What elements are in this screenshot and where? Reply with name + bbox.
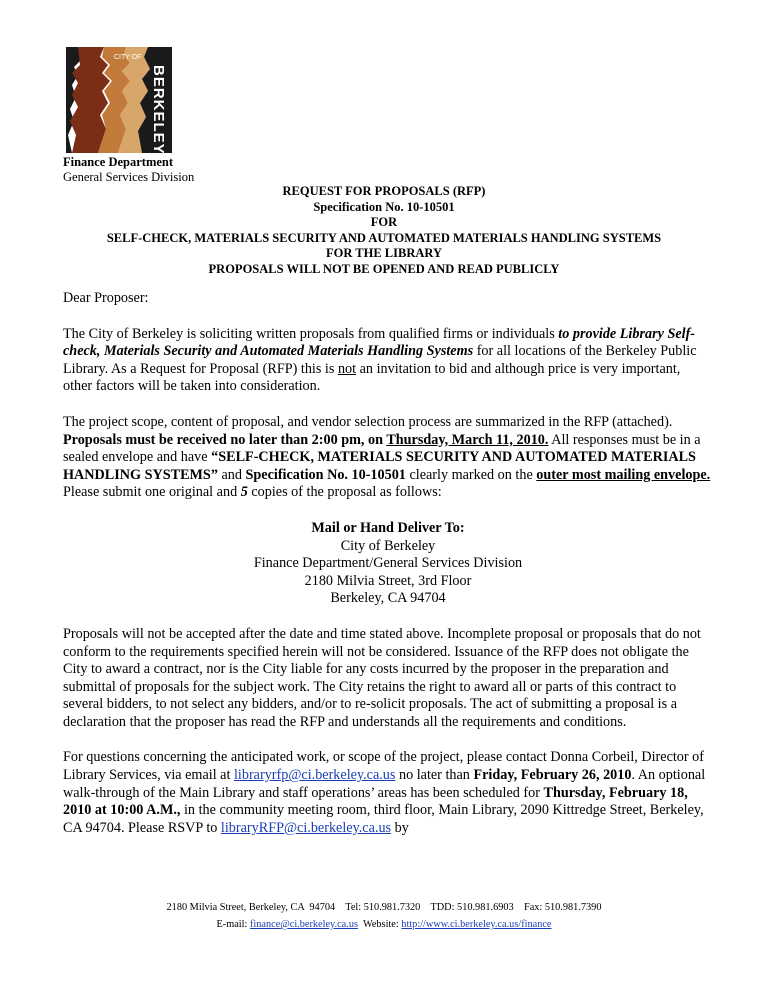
email-link-rsvp[interactable]: libraryRFP@ci.berkeley.ca.us bbox=[220, 819, 392, 836]
mail-line-4: Berkeley, CA 94704 bbox=[330, 590, 446, 607]
title-line-4: SELF-CHECK, MATERIALS SECURITY AND AUTOMATED MATERIALS HANDLING SYSTEMS bbox=[106, 230, 662, 245]
email-link-libraryrfp[interactable]: libraryrfp@ci.berkeley.ca.us bbox=[233, 767, 396, 784]
paragraph-intro: The City of Berkeley is soliciting written proposals from qualified firms or individuals to provide Library Self-check, Materials Security and Automated Materials Handling Systems for all locations of the Berkeley Public Library. As a Request for Proposal (RFP) this is not an invitation to bid and although price is very important, other factors will be taken into consideration. bbox=[63, 325, 697, 395]
footer-website-link[interactable]: http://www.ci.berkeley.ca.us/finance bbox=[401, 919, 552, 930]
title-line-3: FOR bbox=[370, 215, 398, 229]
title-line-1: REQUEST FOR PROPOSALS (RFP) bbox=[282, 184, 486, 198]
rfp-title-block bbox=[40, 184, 728, 277]
division-name: General Services Division bbox=[63, 170, 195, 184]
department-name: Finance Department bbox=[63, 155, 174, 169]
mail-line-3: 2180 Milvia Street, 3rd Floor bbox=[304, 572, 472, 589]
department-block bbox=[63, 155, 194, 185]
footer-contact-line: 2180 Milvia Street, Berkeley, CA 94704 Tel: 510.981.7320 TDD: 510.981.6903 Fax: 510.981.7390 bbox=[166, 902, 602, 913]
letter-body bbox=[63, 290, 713, 855]
mail-line-2: Finance Department/General Services Division bbox=[253, 555, 523, 572]
title-line-6: PROPOSALS WILL NOT BE OPENED AND READ PUBLICLY bbox=[208, 261, 560, 276]
mailing-address bbox=[63, 520, 713, 608]
paragraph-questions: For questions concerning the anticipated work, or scope of the project, please contact Donna Corbeil, Director of Library Services, via email at libraryrfp@ci.berkeley.ca.us no later than Friday, February 26, 2010. An optional walk-through of the Main Library and staff operations’ areas has been scheduled for Thursday, February 18, 2010 at 10:00 A.M., in the community meeting room, third floor, Main Library, 2090 Kittredge Street, Berkeley, CA 94704. Please RSVP to libraryRFP@ci.berkeley.ca.us by bbox=[63, 749, 706, 836]
paragraph-conditions: Proposals will not be accepted after the date and time stated above. Incomplete proposal or proposals that do not conform to the requirements specified herein will not be considered. Issuance of the RFP does not obligate the City to award a contract, nor is the City liable for any costs incurred by the proposer in the preparation and submittal of proposals for the subject work. The City retains the right to award all or parts of this contract to several bidders, to not select any bidders, and/or to re-solicit proposals. The act of submitting a proposal is a declaration that the proposer has read the RFP and understands all the requirements and conditions. bbox=[63, 625, 701, 730]
mail-heading: Mail or Hand Deliver To: bbox=[311, 519, 465, 536]
salutation: Dear Proposer: bbox=[63, 290, 149, 306]
paragraph-submission: The project scope, content of proposal, and vendor selection process are summarized in the RFP (attached). Proposals must be received no later than 2:00 pm, on Thursday, March 11, 2010. All responses must be in a sealed envelope and have “SELF-CHECK, MATERIALS SECURITY AND AUTOMATED MATERIALS HANDLING SYSTEMS” and Specification No. 10-10501 clearly marked on the outer most mailing envelope. Please submit one original and 5 copies of the proposal as follows: bbox=[63, 413, 711, 501]
footer-email-link[interactable]: finance@ci.berkeley.ca.us bbox=[249, 919, 358, 930]
svg-text:CITY OF: CITY OF bbox=[114, 54, 142, 61]
city-of-berkeley-logo bbox=[64, 45, 174, 155]
page-footer bbox=[0, 899, 768, 933]
title-line-5: FOR THE LIBRARY bbox=[325, 246, 442, 260]
title-line-2: Specification No. 10-10501 bbox=[313, 199, 455, 214]
mail-line-1: City of Berkeley bbox=[340, 537, 436, 554]
footer-links-line: E-mail: finance@ci.berkeley.ca.us Website: http://www.ci.berkeley.ca.us/finance bbox=[216, 919, 552, 930]
svg-text:BERKELEY: BERKELEY bbox=[150, 65, 167, 155]
